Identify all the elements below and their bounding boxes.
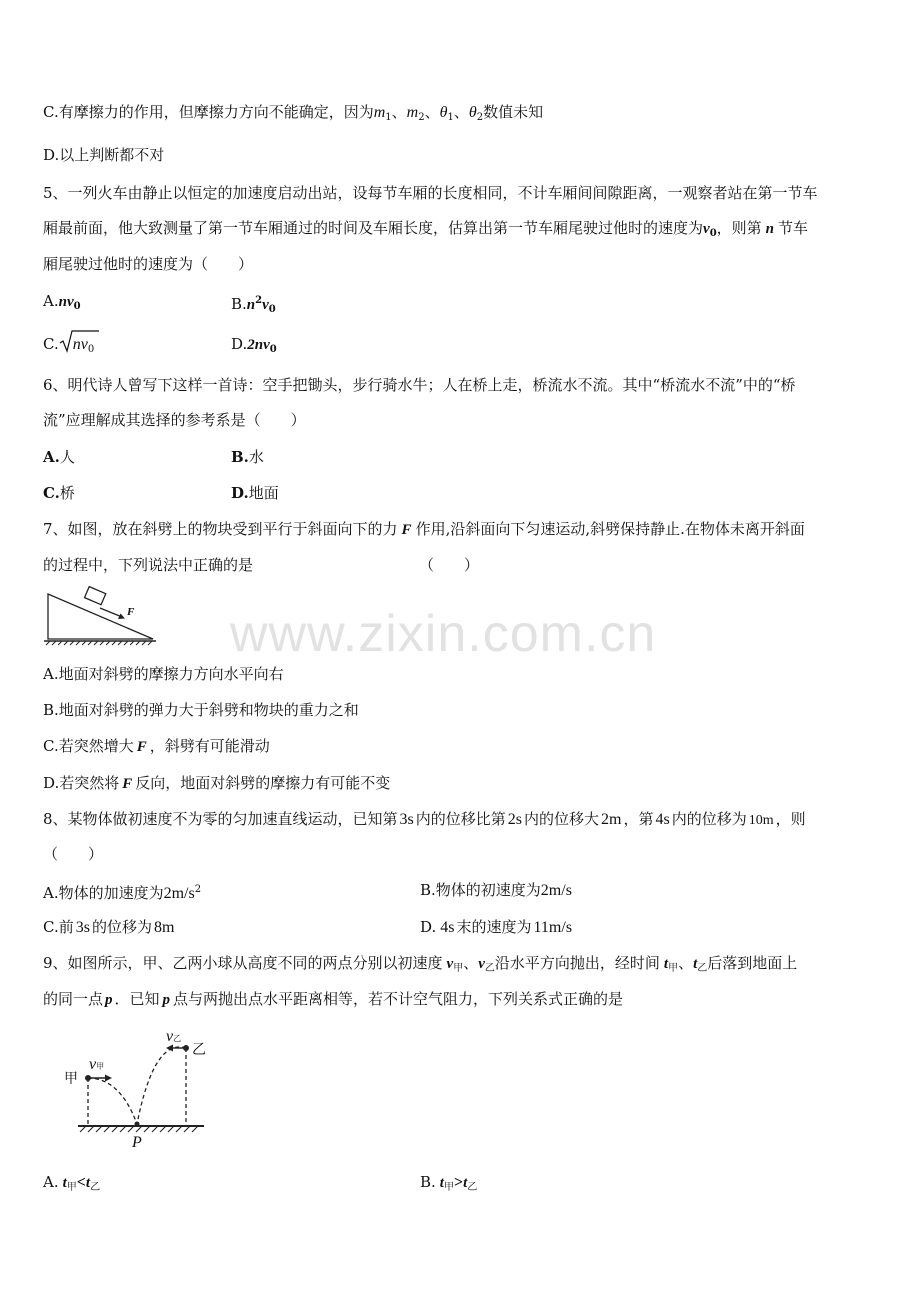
incline-figure	[42, 590, 162, 648]
expr: nv	[58, 294, 74, 310]
relation: <	[76, 1174, 86, 1191]
figure-label-yi: 乙	[192, 1042, 206, 1058]
sub-jia: 甲	[443, 1182, 454, 1193]
q8-optd-val: 11m/s	[533, 919, 573, 936]
q8-stem-line2: （ ）	[43, 845, 104, 863]
radical-icon	[59, 330, 73, 354]
q7-optc-post: ，斜劈有可能滑动	[149, 737, 270, 755]
q5-option-d	[231, 333, 277, 361]
sep: 、	[391, 103, 407, 121]
opt-label: D.	[231, 335, 248, 353]
var-t: t	[663, 956, 669, 972]
q8-optd-mid: 末的速度为	[456, 918, 532, 936]
q5-option-c	[43, 333, 94, 361]
q8-opta-val: 2m/s	[163, 885, 195, 902]
point-p	[135, 1122, 140, 1127]
relation: >	[453, 1174, 464, 1191]
sub-0: 0	[87, 344, 95, 355]
sep: 、	[453, 103, 469, 121]
opt-label: A.	[43, 448, 60, 466]
q9-line1-post: 后落到地面上	[707, 954, 798, 972]
var-theta: θ	[468, 104, 477, 121]
q7-option-a: A.地面对斜劈的摩擦力方向水平向右	[43, 665, 284, 683]
q7-option-d	[43, 772, 390, 795]
q7-answer-paren: （ ）	[419, 556, 480, 574]
q6-option-c	[43, 482, 75, 504]
sub-0: 0	[268, 304, 276, 315]
sub-2: 2	[418, 112, 425, 123]
q9-option-a	[43, 1171, 100, 1199]
var-p: p	[162, 992, 171, 1008]
q5-line2-post: 节车	[778, 219, 809, 237]
var-F: F	[401, 522, 412, 538]
q8-e: 内的位移为	[671, 810, 747, 828]
opt-text: 地面	[248, 484, 279, 502]
expr: 2nv	[247, 337, 270, 353]
opt-text: 人	[59, 448, 75, 466]
q8-opta-pre: A.物体的加速度为	[43, 884, 164, 902]
var-v: v	[262, 297, 269, 313]
opt-label: D.	[231, 484, 249, 502]
var-v: v	[478, 956, 485, 972]
q8-option-a	[43, 879, 201, 905]
var-t: t	[85, 1175, 91, 1191]
sup-2: 2	[194, 884, 202, 895]
q5-option-b	[231, 290, 276, 321]
sub-yi: 乙	[484, 963, 495, 974]
sup-2: 2	[255, 295, 263, 306]
var-theta: θ	[439, 104, 448, 121]
sub-yi: 乙	[467, 1182, 478, 1193]
var-t: t	[62, 1175, 67, 1191]
watermark: www.zixin.com.cn	[230, 605, 657, 663]
q9-line1-mid: 沿水平方向抛出，经时间	[494, 954, 660, 972]
q7-line1-pre: 7、如图，放在斜劈上的物块受到平行于斜面向下的力	[43, 520, 398, 538]
sqrt-sign	[59, 333, 88, 356]
var-m: m	[373, 104, 386, 121]
trajectory-yi	[137, 1047, 186, 1124]
q8-optd-pre: D.	[420, 918, 437, 936]
q8-option-c	[43, 916, 174, 939]
sep: 、	[678, 954, 694, 972]
sub-2: 2	[476, 112, 484, 123]
sub-jia: 甲	[453, 963, 464, 974]
ground-hatching	[44, 641, 156, 645]
var-v: v	[446, 956, 454, 972]
q6-stem-line2: 流”应理解成其选择的参考系是（ ）	[43, 411, 306, 429]
sub-0: 0	[709, 228, 717, 239]
q8-optb-val: 2m/s	[540, 882, 572, 899]
q6-option-d	[231, 482, 279, 504]
q8-optc-t: 3s	[75, 919, 90, 936]
q8-t3: 3s	[399, 811, 414, 828]
q8-d10: 10m	[748, 813, 774, 828]
q9-line2-pre: 的同一点	[43, 990, 104, 1008]
q4-option-c	[43, 101, 543, 129]
expr: nv	[72, 336, 88, 353]
q5-stem-line1: 5、一列火车由静止以恒定的加速度启动出站，设每节车厢的长度相同，不计车厢间间隙距离，一观察者站在第一节车	[43, 184, 818, 202]
figure-label-v-yi	[166, 1030, 181, 1046]
label-sub-jia: 甲	[96, 1062, 105, 1071]
block	[85, 587, 106, 605]
q8-stem-line1	[43, 808, 806, 832]
q8-d: ，第	[623, 810, 654, 828]
sub-0: 0	[269, 344, 277, 355]
sub-1: 1	[447, 112, 454, 123]
figure-label-F: F	[127, 606, 135, 618]
var-F: F	[136, 739, 147, 755]
opt-label: B.	[231, 448, 249, 466]
sub-0: 0	[73, 301, 81, 312]
q8-optc-val: 8m	[153, 919, 175, 936]
opt-label: B.	[420, 1173, 436, 1191]
var-v: v	[703, 221, 710, 237]
opt-label: C.	[43, 484, 60, 502]
trajectory-jia	[88, 1078, 137, 1124]
q5-stem-line2	[43, 217, 808, 245]
q8-a: 8、某物体做初速度不为零的匀加速直线运动，已知第	[43, 810, 398, 828]
var-m: m	[406, 104, 419, 121]
q7-optd-pre: D.若突然将	[43, 774, 120, 792]
q8-option-b	[420, 879, 572, 902]
q9-option-b	[420, 1171, 477, 1199]
q7-option-b: B.地面对斜劈的弹力大于斜劈和物块的重力之和	[43, 701, 359, 719]
q8-optc-mid: 的位移为	[91, 918, 152, 936]
q8-b: 内的位移比第	[415, 810, 506, 828]
q9-line2-post: 点与两抛出点水平距离相等，若不计空气阻力，下列关系式正确的是	[173, 990, 624, 1008]
sub-jia: 甲	[66, 1182, 77, 1193]
sub-yi: 乙	[90, 1182, 101, 1193]
opt-text: 桥	[59, 484, 75, 502]
label-v: v	[166, 1028, 174, 1045]
var-n: n	[765, 221, 775, 237]
q5-line2-mid: ，则第	[716, 219, 762, 237]
expr: n	[246, 297, 256, 313]
q8-optd-t: 4s	[440, 919, 455, 936]
q5-line2-pre: 厢最前面，他大致测量了第一节车厢通过的时间及车厢长度，估算出第一节车厢尾驶过他时的速度为	[43, 219, 704, 237]
q6-option-a	[43, 446, 75, 468]
opt-text: 水	[248, 448, 264, 466]
q8-t4: 4s	[655, 811, 670, 828]
q5-stem-line3: 厢尾驶过他时的速度为（ ）	[43, 255, 254, 273]
sep: 、	[463, 954, 479, 972]
var-t: t	[693, 956, 698, 972]
label-sub-yi: 乙	[173, 1034, 182, 1043]
q9-stem-line2	[43, 988, 623, 1011]
q7-option-c	[43, 735, 270, 758]
q9-line1-pre: 9、如图所示，甲、乙两小球从高度不同的两点分别以初速度	[43, 954, 443, 972]
velocity-arrow-jia-icon	[90, 1075, 112, 1082]
q4-optc-text: C.有摩擦力的作用，但摩擦力方向不能确定，因为	[43, 103, 374, 121]
q5-option-a	[43, 290, 81, 318]
q4-optc-post: 数值未知	[483, 103, 544, 121]
q7-stem-line1	[43, 518, 805, 541]
q7-line1-post: 作用,沿斜面向下匀速运动,斜劈保持静止.在物体未离开斜面	[415, 520, 805, 538]
opt-label: A.	[43, 1173, 59, 1191]
figure-label-jia: 甲	[64, 1071, 78, 1087]
q8-optb-pre: B.物体的初速度为	[420, 881, 541, 899]
q8-option-d	[420, 916, 572, 939]
q7-optd-post: 反向，地面对斜劈的摩擦力有可能不变	[135, 774, 391, 792]
q9-line2-mid: ．已知	[114, 990, 160, 1008]
opt-label: B.	[231, 295, 247, 313]
q7-optc-pre: C.若突然增大	[43, 737, 134, 755]
q9-stem-line1	[43, 952, 797, 980]
ground-hatching	[78, 1126, 204, 1132]
q8-optc-pre: C.前	[43, 918, 74, 936]
q6-option-b	[231, 446, 264, 468]
var-t: t	[463, 1175, 468, 1191]
sub-jia: 甲	[668, 963, 679, 974]
q6-stem-line1: 6、明代诗人曾写下这样一首诗：空手把锄头，步行骑水牛；人在桥上走，桥流水不流。其中“桥流水不流”中的“桥	[43, 376, 796, 394]
figure-label-v-jia	[89, 1058, 104, 1074]
label-v: v	[89, 1056, 97, 1073]
figure-label-P	[132, 1134, 142, 1151]
sep: 、	[424, 103, 440, 121]
q4-option-d: D.以上判断都不对	[43, 146, 165, 164]
var-F: F	[122, 776, 133, 792]
sub-1: 1	[385, 112, 392, 123]
sub-yi: 乙	[697, 963, 708, 974]
q8-f: ，则	[775, 810, 806, 828]
q8-d2: 2m	[601, 811, 622, 828]
opt-label: C.	[43, 335, 59, 353]
var-p: p	[105, 992, 113, 1008]
label-P: P	[132, 1134, 142, 1151]
var-t: t	[439, 1175, 444, 1191]
q7-stem-line2: 的过程中，下列说法中正确的是	[43, 556, 254, 574]
q8-c: 内的位移大	[524, 810, 600, 828]
q8-t2: 2s	[507, 811, 523, 828]
opt-label: A.	[43, 292, 59, 310]
